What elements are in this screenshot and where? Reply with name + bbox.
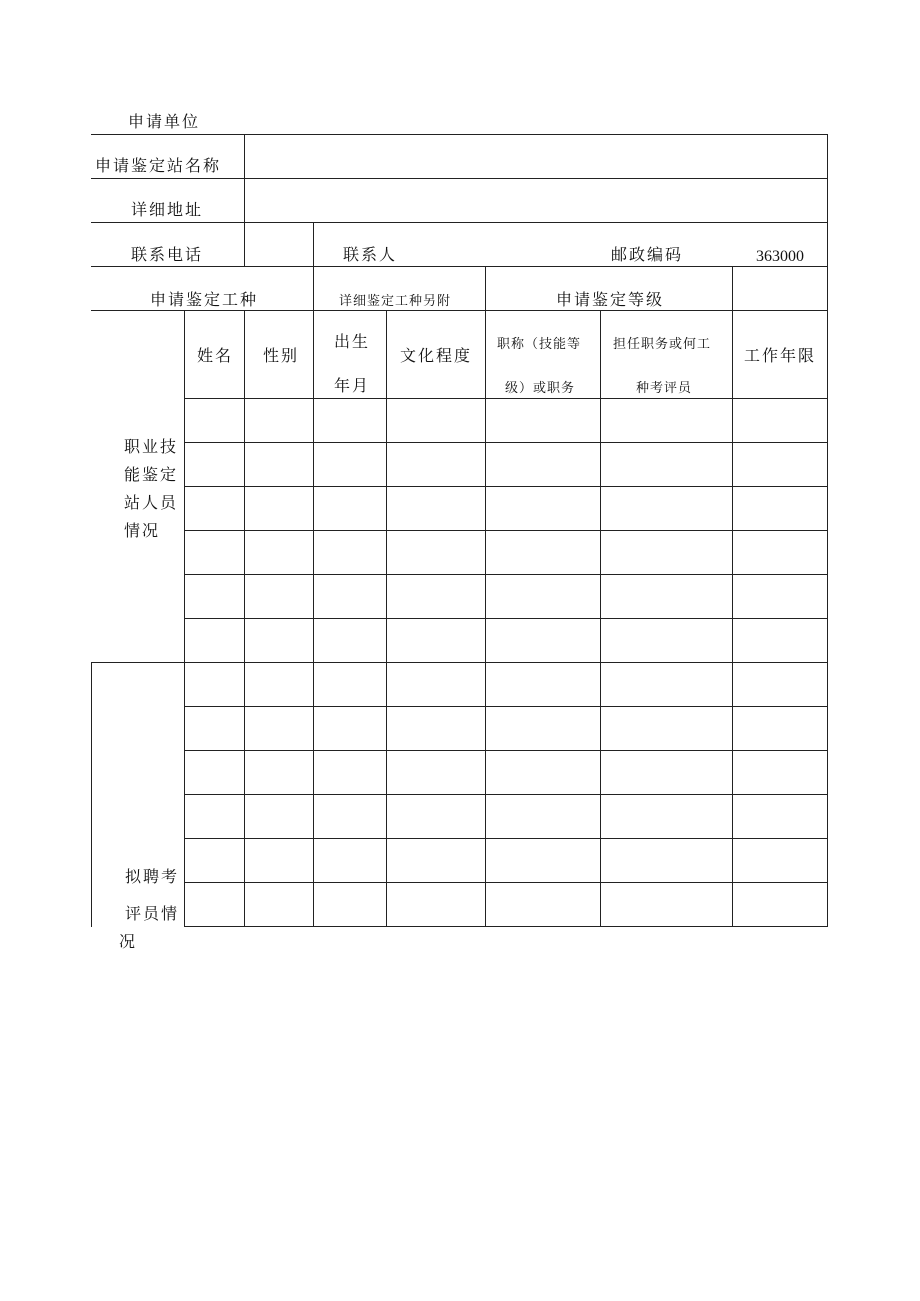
grid-line [244,134,245,266]
grid-line [600,310,601,927]
contact-label: 联系人 [343,245,398,264]
grid-line [732,310,733,927]
grid-line [184,310,185,927]
section-staff-label-line3: 站人员 [124,493,179,512]
station-name-label: 申请鉴定站名称 [95,156,222,175]
address-label: 详细地址 [131,200,204,219]
col-birth-header-line2: 年月 [334,376,371,395]
postcode-value: 363000 [756,248,804,265]
grid-line [91,266,828,267]
col-years-header: 工作年限 [744,346,817,365]
grid-line [91,134,828,135]
section-staff-label-line1: 职业技 [124,437,179,456]
address-field[interactable] [245,179,827,222]
applicant-unit-label: 申请单位 [128,112,201,131]
col-birth-header-line1: 出生 [334,332,371,351]
grid-line [91,222,828,223]
section-examiners-label-line3: 况 [119,932,138,951]
col-gender-header: 性别 [263,346,300,365]
phone-field[interactable] [245,223,313,266]
grid-line [485,266,486,310]
station-name-field[interactable] [245,135,827,178]
section-examiners-label-line1: 拟聘考 [125,867,180,886]
grid-line [91,178,828,179]
section-staff-label-line2: 能鉴定 [124,465,179,484]
apply-trade-label: 申请鉴定工种 [150,290,259,309]
trade-detail-note: 详细鉴定工种另附 [339,294,452,309]
grid-line [386,310,387,927]
section-staff-label-line4: 情况 [124,521,161,540]
apply-level-label: 申请鉴定等级 [556,290,665,309]
grid-line [732,266,733,310]
grid-line [244,310,245,927]
grid-line [313,222,314,310]
grid-line [485,310,486,927]
apply-level-field[interactable] [733,267,827,310]
postcode-label: 邮政编码 [611,245,684,264]
col-role-header-line2: 种考评员 [636,381,693,396]
col-title-header-line2: 级）或职务 [505,381,576,396]
phone-label: 联系电话 [131,245,204,264]
grid-line [313,310,314,927]
col-education-header: 文化程度 [400,346,473,365]
col-title-header-line1: 职称（技能等 [497,337,582,352]
col-name-header: 姓名 [197,346,234,365]
grid-line [91,310,828,311]
grid-line [91,662,828,663]
grid-line [91,662,92,927]
col-role-header-line1: 担任职务或何工 [613,337,712,352]
grid-line [827,134,828,927]
section-examiners-label-line2: 评员情 [125,904,180,923]
